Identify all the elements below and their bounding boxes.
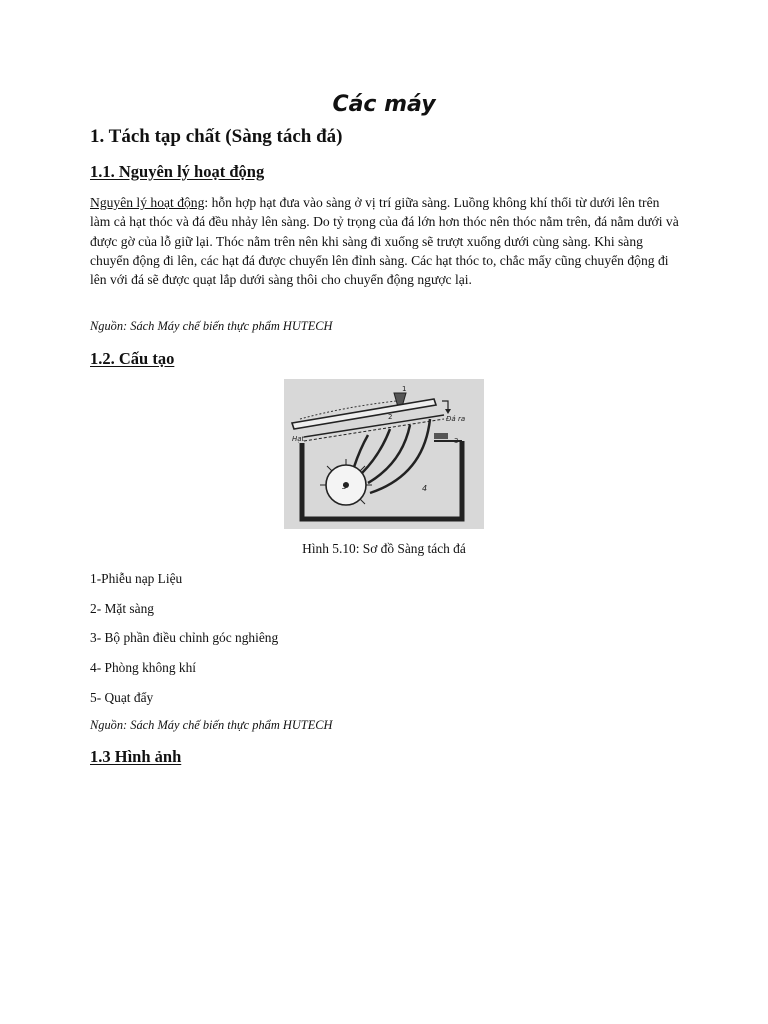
page-title: Các máy [332,92,436,117]
list-item: 2- Mặt sàng [90,601,154,616]
figure-caption: Hình 5.10: Sơ đồ Sàng tách đá [302,541,466,556]
subsection-heading-1-2: 1.2. Cấu tạo [90,349,175,368]
principle-lead: Nguyên lý hoạt động [90,195,205,210]
list-item: 1-Phiễu nạp Liệu [90,571,183,586]
principle-body: : hỗn hợp hạt đưa vào sàng ở vị trí giữa sàng. Luồng không khí thổi từ dưới lên trên làm cả hạt thóc và đá đều nhảy lên sàng. Do tỷ trọng của đá lớn hơn thóc nên thóc nằm trên, đá nằm dưới và được gờ của lỗ giữ lại. Thóc nằm trên nên khi sàng đi xuống sẽ trượt xuống dưới cùng sàng. Khi sàng chuyển động đi lên, các hạt đá được chuyển lên đỉnh sàng. Các hạt thóc to, chắc mẩy cũng chuyển động đi lên với đá sẽ được quạt lắp dưới sàng thôi cho chuyển động ngược lại. [90,195,679,288]
list-item: 5- Quạt đẩy [90,690,154,705]
diagram-svg [284,379,484,529]
source-note-1: Nguồn: Sách Máy chế biến thực phẩm HUTECH [90,319,333,333]
list-item: 4- Phòng không khí [90,660,197,675]
stone-separator-diagram [284,379,484,529]
subsection-heading-1-3: 1.3 Hình ảnh [90,747,182,766]
list-item: 3- Bộ phần điều chỉnh góc nghiêng [90,630,279,645]
label-out-stone: Đá ra [446,415,466,423]
principle-paragraph [90,193,682,289]
label-n5: 5 [342,482,348,491]
label-n1: 1 [402,385,407,393]
section-heading-1: 1. Tách tạp chất (Sàng tách đá) [90,126,343,147]
label-n2: 2 [388,413,393,421]
source-note-2: Nguồn: Sách Máy chế biến thực phẩm HUTECH [90,718,333,732]
label-in-grain: Hạt [292,435,305,443]
label-n4: 4 [422,484,428,493]
subsection-heading-1-1: 1.1. Nguyên lý hoạt động [90,162,265,181]
label-n3: 3 [454,437,459,445]
